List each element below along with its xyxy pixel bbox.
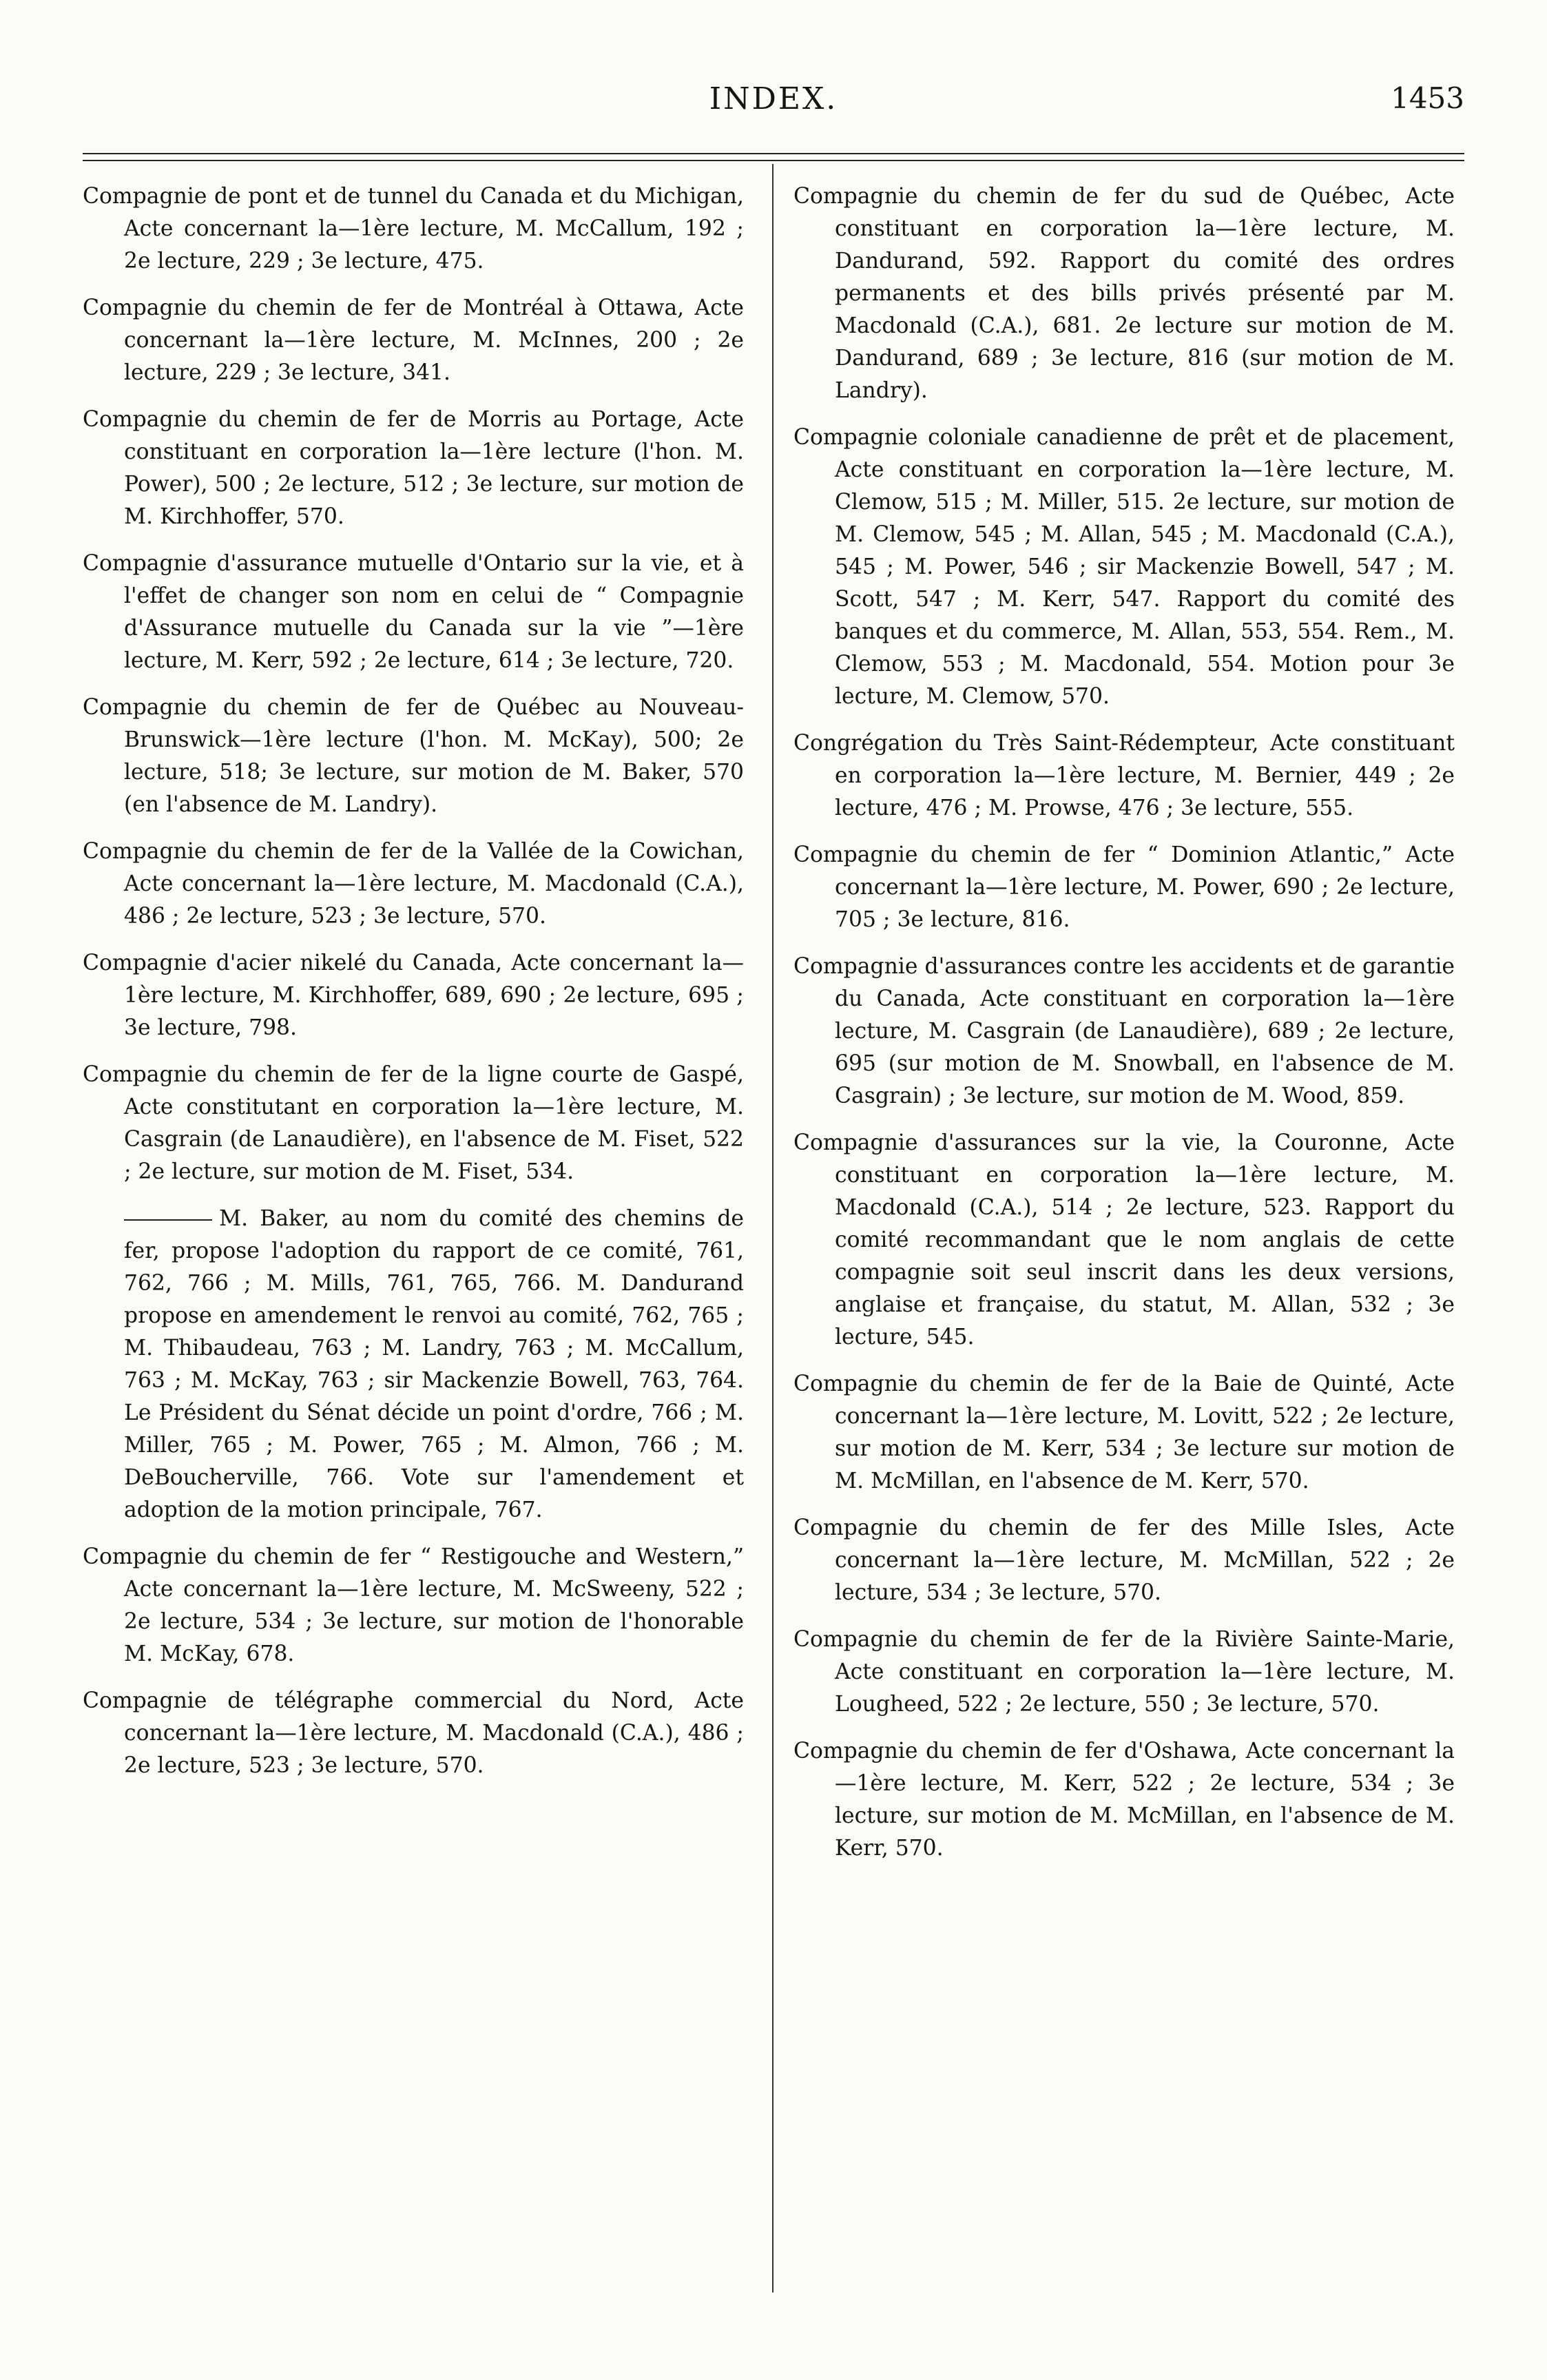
index-entry: Compagnie du chemin de fer de la Rivière Sainte-Marie, Acte constituant en corporation la—1ère lecture, M. Lougheed, 522 ; 2e lecture, 550 ; 3e lecture, 570. — [793, 1627, 1455, 1717]
index-entry: Compagnie du chemin de fer de Québec au Nouveau-Brunswick—1ère lecture (l'hon. M. McKay), 500; 2e lecture, 518; 3e lecture, sur motion de M. Baker, 570 (en l'absence de M. Landry). — [83, 695, 744, 817]
index-entry: Compagnie du chemin de fer de la Baie de Quinté, Acte concernant la—1ère lecture, M. Lovitt, 522 ; 2e lecture, sur motion de M. Kerr, 534 ; 3e lecture sur motion de M. McMillan, en l'absence de M. Kerr, 570. — [793, 1372, 1455, 1493]
page-number: 1453 — [1391, 81, 1464, 115]
index-entry: Congrégation du Très Saint-Rédempteur, Acte constituant en corporation la—1ère lecture, M. Bernier, 449 ; 2e lecture, 476 ; M. Prowse, 476 ; 3e lecture, 555. — [793, 731, 1455, 820]
index-entry: Compagnie d'assurances contre les accidents et de garantie du Canada, Acte constituant en corporation la—1ère lecture, M. Casgrain (de Lanaudière), 689 ; 2e lecture, 695 (sur motion de M. Snowball, en l'absence de M. Casgrain) ; 3e lecture, sur motion de M. Wood, 859. — [793, 954, 1455, 1108]
continuation-dash — [124, 1219, 212, 1221]
sub-entry-text: M. Baker, au nom du comité des chemins de fer, propose l'adoption du rapport de ce comité, 761, 762, 766 ; M. Mills, 761, 765, 766. M. Dandurand propose en amendement le renvoi au comité, 762, 765 ; M. Thibaudeau, 763 ; M. Landry, 763 ; M. McCallum, 763 ; M. McKay, 763 ; sir Mackenzie Bowell, 763, 764. Le Président du Sénat décide un point d'ordre, 766 ; M. Miller, 765 ; M. Power, 765 ; M. Almon, 766 ; M. DeBoucherville, 766. Vote sur l'amendement et adoption de la motion principale, 767. — [124, 1206, 744, 1522]
index-entry: Compagnie d'assurance mutuelle d'Ontario sur la vie, et à l'effet de changer son nom en celui de “ Compagnie d'Assurance mutuelle du Canada sur la vie ”—1ère lecture, M. Kerr, 592 ; 2e lecture, 614 ; 3e lecture, 720. — [83, 551, 744, 673]
index-entry: Compagnie coloniale canadienne de prêt et de placement, Acte constituant en corporation la—1ère lecture, M. Clemow, 515 ; M. Miller, 515. 2e lecture, sur motion de M. Clemow, 545 ; M. Allan, 545 ; M. Macdonald (C.A.), 545 ; M. Power, 546 ; sir Mackenzie Bowell, 547 ; M. Scott, 547 ; M. Kerr, 547. Rapport du comité des banques et du commerce, M. Allan, 553, 554. Rem., M. Clemow, 553 ; M. Macdonald, 554. Motion pour 3e lecture, M. Clemow, 570. — [793, 425, 1455, 709]
index-entry: Compagnie de télégraphe commercial du Nord, Acte concernant la—1ère lecture, M. Macdonald (C.A.), 486 ; 2e lecture, 523 ; 3e lecture, 570. — [83, 1688, 744, 1778]
index-entry: Compagnie d'acier nikelé du Canada, Acte concernant la—1ère lecture, M. Kirchhoffer, 689, 690 ; 2e lecture, 695 ; 3e lecture, 798. — [83, 951, 744, 1040]
index-entry: Compagnie du chemin de fer de la ligne courte de Gaspé, Acte constitutant en corporation la—1ère lecture, M. Casgrain (de Lanaudière), en l'absence de M. Fiset, 522 ; 2e lecture, sur motion de M. Fiset, 534. — [83, 1062, 744, 1184]
index-entry: Compagnie du chemin de fer d'Oshawa, Acte concernant la—1ère lecture, M. Kerr, 522 ; 2e lecture, 534 ; 3e lecture, sur motion de M. McMillan, en l'absence de M. Kerr, 570. — [793, 1739, 1455, 1861]
page-title: INDEX. — [709, 81, 838, 116]
page-header — [83, 81, 1464, 130]
index-entry: Compagnie du chemin de fer de Montréal à Ottawa, Acte concernant la—1ère lecture, M. McInnes, 200 ; 2e lecture, 229 ; 3e lecture, 341. — [83, 296, 744, 385]
column-divider — [772, 164, 774, 2293]
left-column — [83, 180, 744, 1797]
index-entry: Compagnie de pont et de tunnel du Canada et du Michigan, Acte concernant la—1ère lecture, M. McCallum, 192 ; 2e lecture, 229 ; 3e lecture, 475. — [83, 184, 744, 273]
index-entry: Compagnie d'assurances sur la vie, la Couronne, Acte constituant en corporation la—1ère lecture, M. Macdonald (C.A.), 514 ; 2e lecture, 523. Rapport du comité recommandant que le nom anglais de cette compagnie soit seul inscrit dans les deux versions, anglaise et française, du statut, M. Allan, 532 ; 3e lecture, 545. — [793, 1130, 1455, 1349]
index-sub-entry — [83, 1203, 744, 1527]
index-entry: Compagnie du chemin de fer “ Restigouche and Western,” Acte concernant la—1ère lecture, M. McSweeny, 522 ; 2e lecture, 534 ; 3e lecture, sur motion de l'honorable M. McKay, 678. — [83, 1544, 744, 1666]
header-rule-bottom — [83, 160, 1464, 161]
right-column — [793, 180, 1455, 1879]
header-rule-top — [83, 153, 1464, 154]
index-entry: Compagnie du chemin de fer des Mille Isles, Acte concernant la—1ère lecture, M. McMillan, 522 ; 2e lecture, 534 ; 3e lecture, 570. — [793, 1515, 1455, 1605]
index-entry: Compagnie du chemin de fer de Morris au Portage, Acte constituant en corporation la—1ère lecture (l'hon. M. Power), 500 ; 2e lecture, 512 ; 3e lecture, sur motion de M. Kirchhoffer, 570. — [83, 407, 744, 529]
index-entry: Compagnie du chemin de fer de la Vallée de la Cowichan, Acte concernant la—1ère lecture, M. Macdonald (C.A.), 486 ; 2e lecture, 523 ; 3e lecture, 570. — [83, 839, 744, 929]
index-entry: Compagnie du chemin de fer du sud de Québec, Acte constituant en corporation la—1ère lecture, M. Dandurand, 592. Rapport du comité des ordres permanents et des bills privés présenté par M. Macdonald (C.A.), 681. 2e lecture sur motion de M. Dandurand, 689 ; 3e lecture, 816 (sur motion de M. Landry). — [793, 184, 1455, 403]
index-entry: Compagnie du chemin de fer “ Dominion Atlantic,” Acte concernant la—1ère lecture, M. Power, 690 ; 2e lecture, 705 ; 3e lecture, 816. — [793, 842, 1455, 932]
